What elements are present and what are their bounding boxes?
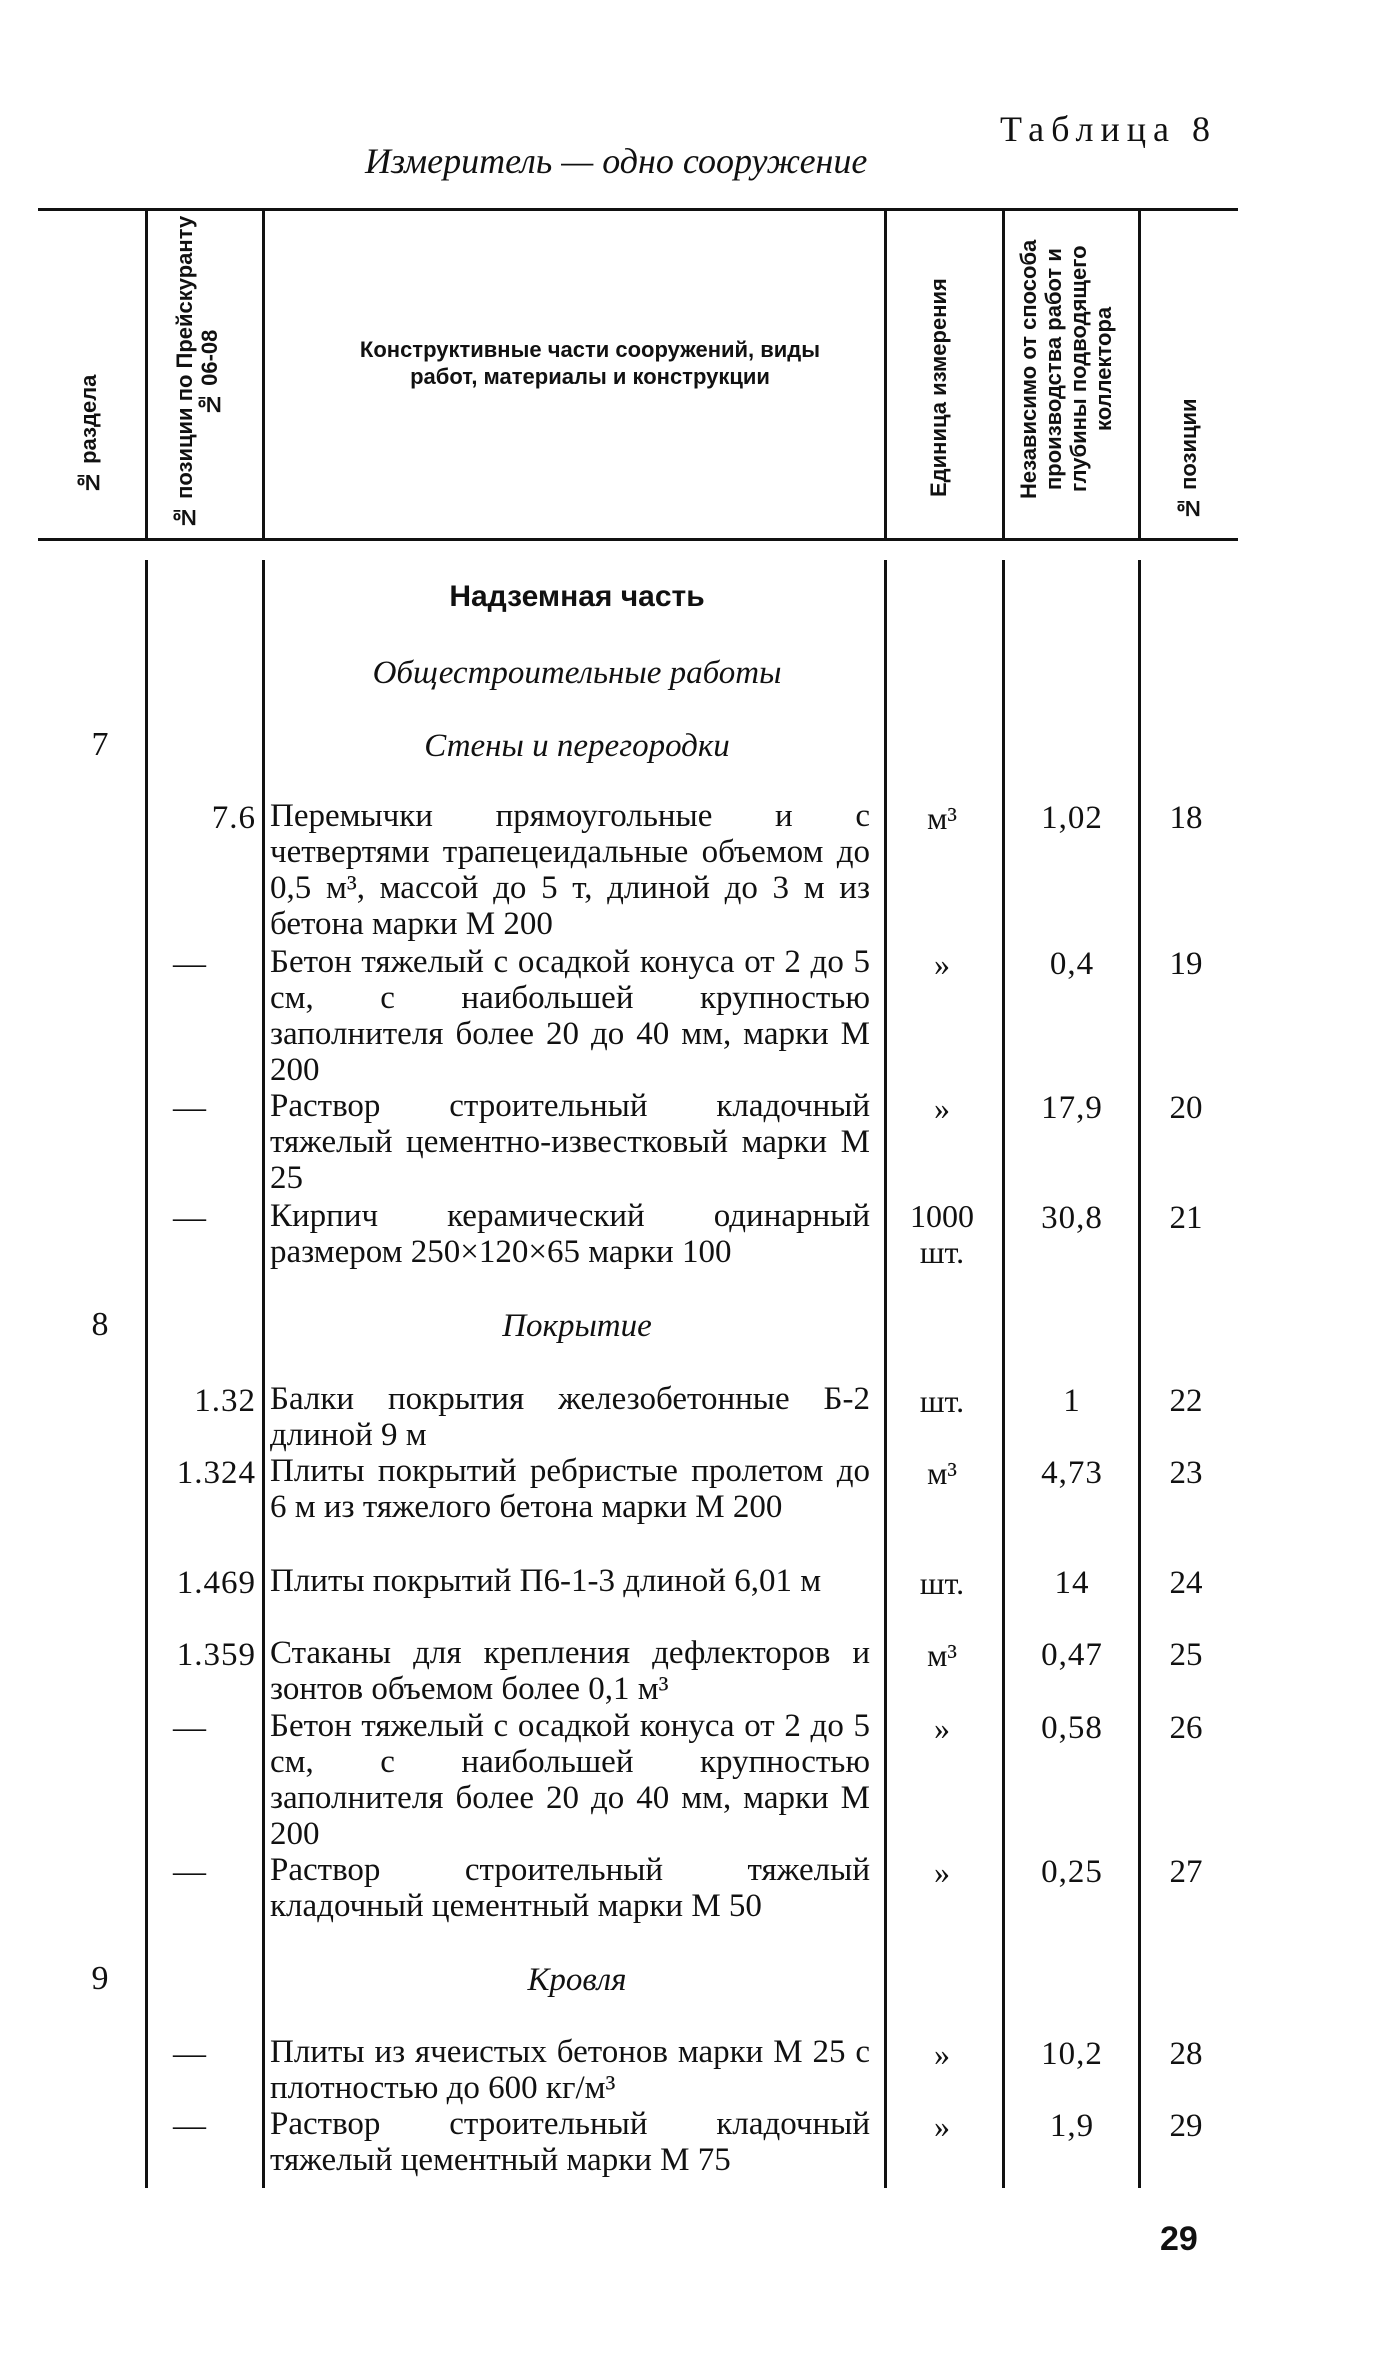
row-description: Кирпич керамический одинарный размером 250×120×65 марки 100: [270, 1198, 870, 1270]
row-description: Балки покрытия железобетонные Б-2 длиной 9 м: [270, 1381, 870, 1453]
row-price-ref: —: [173, 2036, 207, 2072]
page-number: 29: [1160, 2220, 1198, 2258]
row-position-no: 23: [1169, 1455, 1203, 1491]
row-quantity: 0,25: [1041, 1854, 1103, 1890]
col-divider-3: [884, 210, 887, 538]
row-unit: шт.: [919, 1383, 965, 1419]
row-unit: »: [934, 1090, 950, 1126]
heading-general-works: Общестроительные работы: [372, 655, 782, 691]
table-title: Таблица 8: [1000, 109, 1217, 149]
row-quantity: 1,9: [1049, 2108, 1095, 2144]
row-price-ref: —: [173, 1710, 207, 1746]
header-parts: Конструктивные части сооружений, виды работ, материалы и конструкции: [359, 337, 821, 389]
row-price-ref: 1.32: [194, 1383, 256, 1419]
row-quantity: 17,9: [1041, 1090, 1103, 1126]
row-unit: м³: [927, 1455, 957, 1491]
heading-above-ground: Надземная часть: [449, 580, 705, 613]
row-unit: м³: [927, 1637, 957, 1673]
header-independent: Независимо от способа производства работ и глубины подводящего коллектора: [1016, 239, 1116, 499]
row-quantity: 4,73: [1041, 1455, 1103, 1491]
row-unit: »: [934, 946, 950, 982]
heading-walls: Стены и перегородки: [424, 728, 730, 764]
section-number: 9: [91, 1960, 109, 1997]
row-price-ref: 1.359: [176, 1637, 256, 1673]
row-position-no: 27: [1169, 1854, 1203, 1890]
row-description: Плиты покрытий П6-1-3 длиной 6,01 м: [270, 1563, 822, 1599]
row-unit: м³: [927, 800, 957, 836]
row-price-ref: —: [173, 1200, 207, 1236]
row-position-no: 21: [1169, 1200, 1203, 1236]
header-position-no: № позиции: [1176, 398, 1201, 522]
row-position-no: 29: [1169, 2108, 1203, 2144]
row-price-ref: 1.324: [176, 1455, 256, 1491]
row-description: Перемычки прямоугольные и с четвертями трапецеидальные объемом до 0,5 м³, массой до 5 т, длиной до 3 м из бетона марки М 200: [270, 798, 870, 942]
header-section-no: № раздела: [76, 374, 101, 496]
col-divider-3-body: [884, 560, 887, 2188]
row-position-no: 20: [1169, 1090, 1203, 1126]
row-unit: 1000 шт.: [910, 1198, 974, 1270]
header-unit: Единица измерения: [926, 278, 951, 498]
row-price-ref: —: [173, 1090, 207, 1126]
col-divider-5-body: [1138, 560, 1141, 2188]
row-position-no: 18: [1169, 800, 1203, 836]
col-divider-2-body: [262, 560, 265, 2188]
row-price-ref: —: [173, 946, 207, 982]
section-number: 8: [91, 1306, 109, 1343]
row-unit: шт.: [919, 1565, 965, 1601]
col-divider-5: [1138, 210, 1141, 538]
row-unit: »: [934, 2036, 950, 2072]
row-description: Бетон тяжелый с осадкой конуса от 2 до 5 см, с наибольшей крупностью заполнителя более 20 до 40 мм, марки М 200: [270, 1708, 870, 1852]
row-quantity: 0,4: [1049, 946, 1095, 982]
row-unit: »: [934, 1710, 950, 1746]
row-quantity: 14: [1054, 1565, 1090, 1601]
row-quantity: 0,47: [1041, 1637, 1103, 1673]
row-price-ref: 7.6: [211, 800, 256, 836]
heading-roof: Кровля: [527, 1962, 627, 1998]
row-description: Раствор строительный кладочный тяжелый цементный марки М 75: [270, 2106, 870, 2178]
row-description: Стаканы для крепления дефлекторов и зонтов объемом более 0,1 м³: [270, 1635, 870, 1707]
col-divider-4: [1002, 210, 1005, 538]
row-price-ref: 1.469: [176, 1565, 256, 1601]
row-quantity: 1,02: [1041, 800, 1103, 836]
row-unit: »: [934, 2108, 950, 2144]
row-quantity: 30,8: [1041, 1200, 1103, 1236]
row-price-ref: —: [173, 2108, 207, 2144]
row-position-no: 28: [1169, 2036, 1203, 2072]
header-price-position: № позиции по Прейскуранту № 06-08: [172, 215, 222, 531]
row-position-no: 25: [1169, 1637, 1203, 1673]
header-bottom-rule: [38, 538, 1238, 541]
row-description: Бетон тяжелый с осадкой конуса от 2 до 5 см, с наибольшей крупностью заполнителя более 20 до 40 мм, марки М 200: [270, 944, 870, 1088]
row-description: Раствор строительный тяжелый кладочный цементный марки М 50: [270, 1852, 870, 1924]
row-description: Раствор строительный кладочный тяжелый цементно-известковый марки М 25: [270, 1088, 870, 1196]
col-divider-4-body: [1002, 560, 1005, 2188]
row-quantity: 1: [1063, 1383, 1081, 1419]
row-unit: »: [934, 1854, 950, 1890]
row-description: Плиты покрытий ребристые пролетом до 6 м из тяжелого бетона марки М 200: [270, 1453, 870, 1525]
row-position-no: 19: [1169, 946, 1203, 982]
section-number: 7: [91, 726, 109, 763]
row-quantity: 0,58: [1041, 1710, 1103, 1746]
col-divider-2: [262, 210, 265, 538]
col-divider-1: [145, 210, 148, 538]
row-position-no: 26: [1169, 1710, 1203, 1746]
heading-roofing-cover: Покрытие: [502, 1308, 652, 1344]
row-description: Плиты из ячеистых бетонов марки М 25 с плотностью до 600 кг/м³: [270, 2034, 870, 2106]
measure-unit: Измеритель — одно сооружение: [365, 141, 868, 181]
row-position-no: 24: [1169, 1565, 1203, 1601]
row-quantity: 10,2: [1041, 2036, 1103, 2072]
row-price-ref: —: [173, 1854, 207, 1890]
row-position-no: 22: [1169, 1383, 1203, 1419]
